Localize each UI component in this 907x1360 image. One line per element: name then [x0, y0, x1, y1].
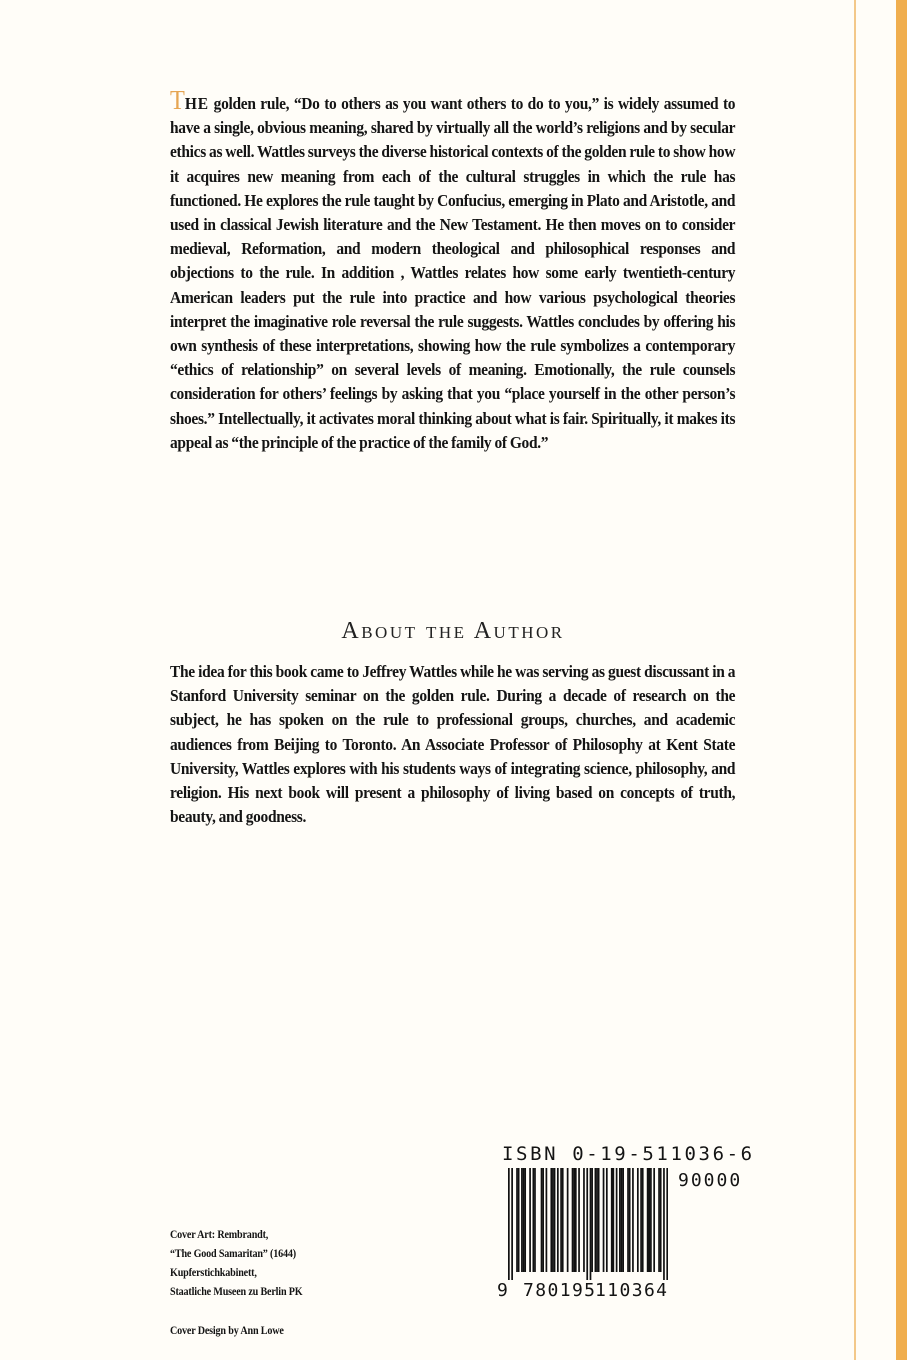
barcode-bar	[546, 1168, 548, 1272]
credit-line: Cover Art: Rembrandt,	[170, 1229, 269, 1241]
barcode-bar	[640, 1168, 642, 1272]
dropcap: T	[170, 85, 185, 115]
barcode-bar	[557, 1168, 559, 1272]
ean-right-digits: 110364	[595, 1280, 669, 1301]
barcode-bar	[637, 1168, 639, 1272]
barcode-bar	[663, 1168, 665, 1280]
barcode-bar	[550, 1168, 552, 1272]
barcode-bar	[541, 1168, 543, 1272]
barcode-bar	[591, 1168, 593, 1272]
barcode-bar	[532, 1168, 534, 1272]
dropcap-caps: HE	[184, 94, 210, 113]
barcode-bar	[653, 1168, 655, 1272]
barcode-bar	[542, 1168, 544, 1272]
barcode-bar	[590, 1168, 592, 1280]
isbn-text: ISBN 0-19-511036-6	[502, 1143, 755, 1165]
barcode-bar	[560, 1168, 562, 1272]
barcode-icon	[508, 1168, 668, 1280]
barcode-bar	[508, 1168, 510, 1280]
orange-rule-line	[854, 0, 856, 1360]
barcode-bar	[583, 1168, 585, 1272]
barcode-bar	[572, 1168, 574, 1272]
barcode-bar	[534, 1168, 536, 1272]
barcode-bar	[627, 1168, 629, 1272]
barcode-bar	[573, 1168, 575, 1272]
barcode-bar	[554, 1168, 556, 1272]
barcode-bar	[516, 1168, 518, 1272]
barcode-bar	[658, 1168, 660, 1272]
barcode-bar	[595, 1168, 597, 1272]
barcode-bar	[632, 1168, 634, 1272]
barcode-bar	[622, 1168, 624, 1272]
barcode-bar	[606, 1168, 608, 1272]
credit-line: Staatliche Museen zu Berlin PK	[170, 1286, 303, 1298]
barcode-bar	[524, 1168, 526, 1272]
barcode-bar	[562, 1168, 564, 1272]
barcode-bar	[552, 1168, 554, 1272]
barcode-bar	[518, 1168, 520, 1272]
price-code: 90000	[678, 1170, 743, 1191]
description-text: golden rule, “Do to others as you want others to do to you,” is widely assumed to have a single, obvious meaning, shared by virtually all the world’s religions and by secular ethics as well. Wattles surveys the diverse historical contexts of the golden rule to show how it acquires new meaning from each of the cultural struggles in which the rule has functioned. He explores the rule taught by Confucius, emerging in Plato and Aristotle, and used in classical Jewish literature and the New Testament. He then moves on to consider medieval, Reformation, and modern theological and philosophical responses and objections to the rule. In addition , Wattles relates how some early twentieth-century American leaders put the rule into practice and how various psychological theories interpret the imaginative role reversal the rule suggests. Wattles concludes by offering his own synthesis of these interpretations, showing how the rule symbolizes a contemporary “ethics of relationship” on several levels of meaning. Emotionally, the rule counsels consideration for others’ feelings by asking that you “place yourself in the other person’s shoes.” Intellectually, it activates moral thinking about what is fair. Spiritually, it makes its appeal as “the principle of the practice of the family of God.”	[170, 94, 736, 452]
barcode-bar	[650, 1168, 652, 1272]
about-author-heading: About the Author	[341, 618, 565, 644]
about-author-text: The idea for this book came to Jeffrey Wattles while he was serving as guest discussant in a Stanford University seminar on the golden rule. During a decade of research on the subject, he has spoken on the rule to professional groups, churches, and academic audiences from Beijing to Toronto. An Associate Professor of Philosophy at Kent State University, Wattles explores with his students ways of integrating science, philosophy, and religion. His next book will present a philosophy of living based on concepts of truth, beauty, and goodness.	[170, 662, 736, 827]
barcode-bar	[660, 1168, 662, 1272]
barcode-bar	[567, 1168, 569, 1272]
barcode-bar	[616, 1168, 618, 1272]
ean-first-digit: 9	[497, 1280, 508, 1301]
cover-design-credit: Cover Design by Ann Lowe	[170, 1325, 284, 1337]
barcode-bar	[598, 1168, 600, 1272]
cover-art-credits	[170, 1226, 302, 1302]
barcode-bar	[629, 1168, 631, 1272]
ean-left-digits: 780195	[523, 1280, 597, 1301]
barcode-bar	[666, 1168, 668, 1280]
barcode-bar	[578, 1168, 580, 1272]
barcode-bar	[529, 1168, 531, 1272]
credit-line: Kupferstichkabinett,	[170, 1267, 257, 1279]
description-paragraph	[170, 85, 736, 455]
barcode-bar	[619, 1168, 621, 1272]
barcode-bar	[621, 1168, 623, 1272]
barcode-bar	[612, 1168, 614, 1272]
barcode-bar	[603, 1168, 605, 1272]
orange-spine-band	[896, 0, 907, 1360]
barcode-bar	[586, 1168, 588, 1280]
barcode-bar	[523, 1168, 525, 1272]
credit-line: “The Good Samaritan” (1644)	[170, 1248, 296, 1260]
barcode-bar	[575, 1168, 577, 1272]
barcode-bar	[611, 1168, 613, 1272]
barcode-bar	[511, 1168, 513, 1280]
barcode-bar	[596, 1168, 598, 1272]
barcode-bar	[648, 1168, 650, 1272]
barcode-bar	[647, 1168, 649, 1272]
barcode-bar	[521, 1168, 523, 1272]
barcode-bar	[642, 1168, 644, 1272]
